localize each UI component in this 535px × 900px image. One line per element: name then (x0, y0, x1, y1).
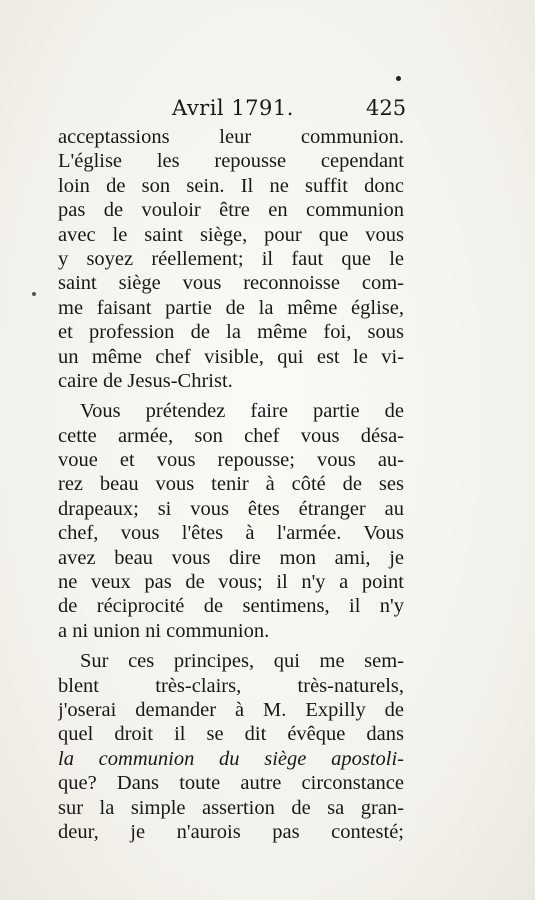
text-line: loin de son sein. Il ne suffit donc (58, 174, 404, 197)
text-line: voue et vous repousse; vous au- (58, 449, 404, 472)
text-line: acceptassions leur communion. (58, 126, 404, 148)
text-line: la communion du siège apostoli- (58, 747, 404, 770)
text-line: et profession de la même foi, sous (58, 321, 404, 344)
text-line: quel droit il se dit évêque dans (58, 723, 404, 746)
text-line: saint siège vous reconnoisse com- (58, 272, 404, 295)
paragraph-3 (58, 649, 404, 844)
text-line: a ni union ni communion. (58, 619, 270, 642)
text-line: j'oserai demander à M. Expilly de (58, 698, 404, 721)
text-line: avez beau vous dire mon ami, je (58, 546, 404, 569)
page-number: 425 (366, 96, 407, 120)
ink-speck (396, 76, 401, 81)
page-header (60, 96, 407, 126)
text-line: drapeaux; si vous êtes étranger au (58, 497, 404, 520)
paragraph-1 (58, 125, 404, 393)
running-title: Avril 1791. (172, 96, 294, 120)
text-line: que? Dans toute autre circonstance (58, 772, 404, 795)
text-line: me faisant partie de la même église, (58, 296, 404, 319)
text-line: y soyez réellement; il faut que le (58, 247, 404, 270)
text-line: un même chef visible, qui est le vi- (58, 345, 404, 368)
text-line: caire de Jesus-Christ. (58, 369, 233, 392)
ink-speck (32, 292, 36, 296)
text-line: Sur ces principes, qui me sem- (80, 650, 404, 673)
text-line: deur, je n'aurois pas contesté; (58, 820, 404, 843)
text-line: de réciprocité de sentimens, il n'y (58, 595, 404, 618)
text-line: L'église les repousse cependant (58, 150, 404, 173)
text-line: chef, vous l'êtes à l'armée. Vous (58, 522, 404, 545)
body-text (58, 125, 404, 844)
text-line: ne veux pas de vous; il n'y a point (58, 571, 404, 594)
text-line: rez beau vous tenir à côté de ses (58, 473, 404, 496)
text-line: Vous prétendez faire partie de (80, 400, 404, 423)
text-line: sur la simple assertion de sa gran- (58, 796, 404, 819)
text-line: pas de vouloir être en communion (58, 199, 404, 222)
paragraph-2 (58, 399, 404, 643)
text-line: cette armée, son chef vous désa- (58, 424, 404, 447)
text-line: avec le saint siège, pour que vous (58, 223, 404, 246)
text-line: blent très-clairs, très-naturels, (58, 674, 404, 697)
